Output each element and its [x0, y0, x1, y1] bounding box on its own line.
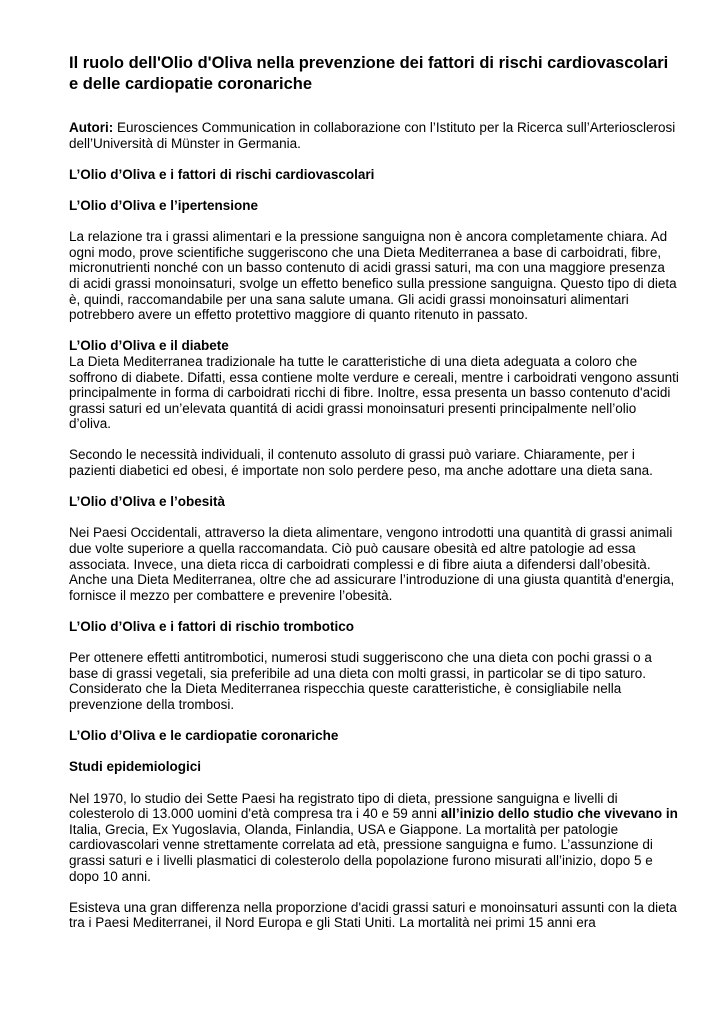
epi-text-bold: all’inizio dello studio che vivevano in [440, 806, 678, 822]
epi-text-a: Nel 1970, lo studio dei Sette Paesi ha registrato tipo di dieta, pressione sanguigna e livelli di colesterolo di 13.000 uomini d'età compresa tra i 40 e 59 anni [69, 790, 618, 822]
paragraph-epidemiology-2: Esisteva una gran differenza nella proporzione d'acidi grassi saturi e monoinsaturi assunti con la dieta tra i Paesi Mediterranei, il Nord Europa e gli Stati Uniti. La mortalità nei primi 15 anni era [69, 899, 677, 931]
paragraph-diabetes-1: La Dieta Mediterranea tradizionale ha tutte le caratteristiche di una dieta adeguata a coloro che soffrono di diabete. Difatti, essa contiene molte verdure e cereali, mentre i carboidrati vengono assunti principalmente in forma di carboidrati ricchi di fibre. Inoltre, essa presenta un basso contenuto d'acidi grassi saturi ed un’elevata quantitá di acidi grassi monoinsaturi presenti principalmente nell’olio d’oliva. [69, 353, 679, 432]
section-heading-thrombotic: L’Olio d’Oliva e i fattori di rischio trombotico [69, 619, 355, 634]
paragraph-hypertension: La relazione tra i grassi alimentari e la pressione sanguigna non è ancora completamente chiara. Ad ogni modo, prove scientifiche suggeriscono che una Dieta Mediterranea a base di carboidrati, fibre, micronutrienti nonché con un basso contenuto di acidi grassi saturi, ma con una maggiore presenza di acidi grassi monoinsaturi, svolge un effetto benefico sulla pressione sanguigna. Questo tipo di dieta è, quindi, raccomandabile per una sana salute umana. Gli acidi grassi monoinsaturi alimentari potrebbero avere un effetto protettivo maggiore di quanto ritenuto in passato. [69, 229, 677, 323]
paragraph-obesity: Nei Paesi Occidentali, attraverso la dieta alimentare, vengono introdotti una quantità di grassi animali due volte superiore a quella raccomandata. Ciò può causare obesità ed altre patologie ad essa associata. Invece, una dieta ricca di carboidrati complessi e di fibre aiuta a difendersi dall’obesità. Anche una Dieta Mediterranea, oltre che ad assicurare l’introduzione di una giusta quantità d'energia, fornisce il mezzo per combattere e prevenire l’obesità. [69, 525, 675, 603]
section-heading-risk-factors: L’Olio d’Oliva e i fattori di rischi cardiovascolari [69, 166, 375, 182]
epi-text-c: Italia, Grecia, Ex Yugoslavia, Olanda, Finlandia, USA e Giappone. La mortalità per patologie cardiovascolari venne strettamente correlata ad età, pressione sanguigna e fumo. L’assunzione di grassi saturi e i livelli plasmatici di colesterolo della popolazione furono misurati all’inizio, dopo 5 e dopo 10 anni. [69, 821, 653, 884]
paragraph-epidemiology-1 [69, 791, 679, 885]
paragraph-thrombotic: Per ottenere effetti antitrombotici, numerosi studi suggeriscono che una dieta con pochi grassi o a base di grassi vegetali, sia preferibile ad una dieta con molti grassi, in particolar se di tipo saturo. Considerato che la Dieta Mediterranea rispecchia queste caratteristiche, è consigliabile nella prevenzione della trombosi. [69, 650, 652, 712]
section-heading-coronary: L’Olio d’Oliva e le cardiopatie coronariche [69, 728, 339, 744]
authors-paragraph [69, 120, 679, 151]
section-heading-epidemiology: Studi epidemiologici [69, 759, 202, 775]
paragraph-diabetes-2: Secondo le necessità individuali, il contenuto assoluto di grassi può variare. Chiaramente, per i pazienti diabetici ed obesi, é importate non solo perdere peso, ma anche adottare una dieta sana. [69, 447, 653, 479]
section-heading-obesity: L’Olio d’Oliva e l’obesità [69, 494, 226, 510]
document-title: Il ruolo dell'Olio d'Oliva nella prevenzione dei fattori di rischi cardiovascolari e delle cardiopatie coronariche [69, 54, 669, 93]
authors-text: Eurosciences Communication in collaborazione con l’Istituto per la Ricerca sull’Arteriosclerosi dell’Università di Münster in Germania. [69, 120, 676, 151]
document-page [69, 53, 679, 946]
authors-label: Autori: [69, 120, 114, 135]
section-heading-hypertension: L’Olio d’Oliva e l’ipertensione [69, 197, 259, 213]
section-heading-diabetes: L’Olio d’Oliva e il diabete [69, 338, 229, 354]
